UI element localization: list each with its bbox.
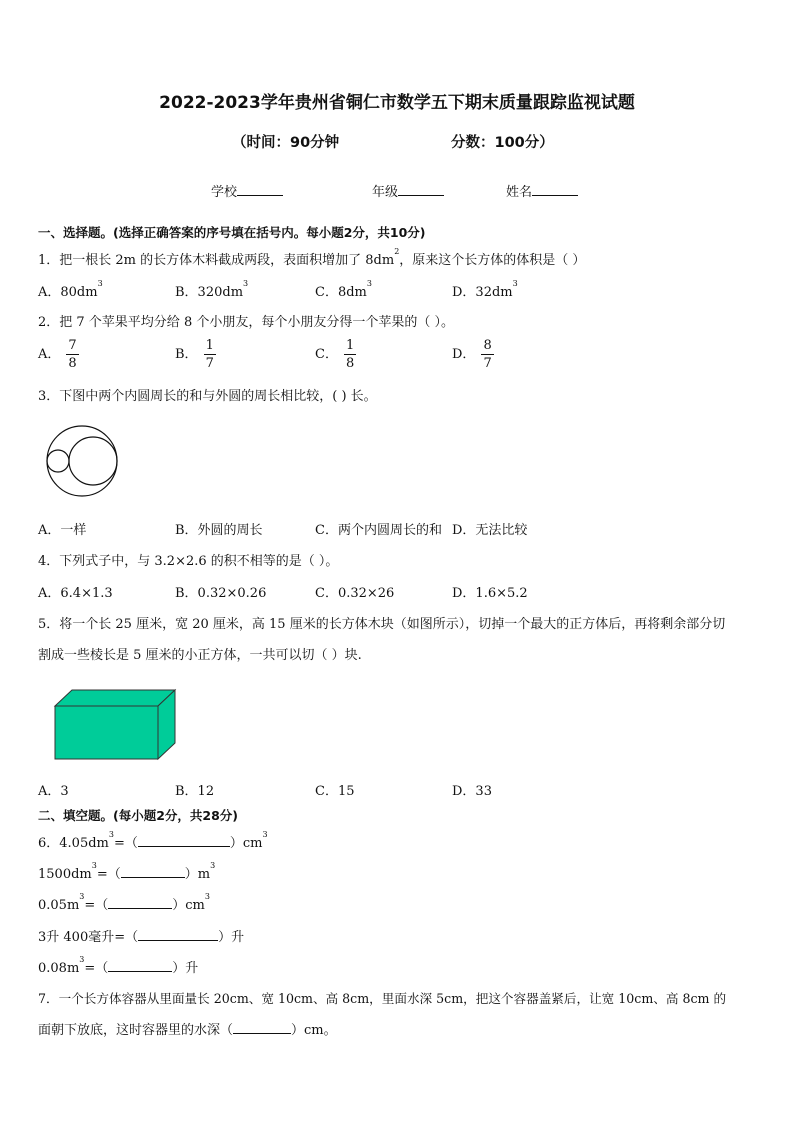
exam-title: 2022-2023学年贵州省铜仁市数学五下期末质量跟踪监视试题 [159,93,635,113]
outer-circle [47,426,117,496]
q4-option-c[interactable]: C．0.32×26 [315,586,395,601]
answer-blank[interactable] [108,897,172,909]
answer-blank[interactable] [121,866,185,878]
q6-line-2: $1500dm^3=$（ ）$m^3$ [38,861,216,882]
question-2: 2．把 7 个苹果平均分给 8 个小朋友，每个小朋友分得一个苹果的（ ）。 [38,315,454,330]
q5-option-b[interactable]: B．12 [175,784,215,799]
q5-option-a[interactable]: A．3 [38,784,69,799]
q5-option-c[interactable]: C．15 [315,784,355,799]
question-3: 3．下图中两个内圆周长的和与外圆的周长相比较，( ) 长。 [38,389,377,404]
cuboid-top-face [55,690,175,706]
name-label: 姓名 [506,185,533,200]
q6-line-1: 6．$4.05dm^3=$（ ）$cm^3$ [38,830,268,851]
name-field[interactable] [506,181,578,200]
q2-option-a[interactable]: A． $\frac{7}{8}$ [38,338,77,371]
question-4: 4．下列式子中，与 3.2×2.6 的积不相等的是（ ）。 [38,554,339,569]
small-inner-circle [47,450,69,472]
q3-option-b[interactable]: B．外圆的周长 [175,523,263,538]
fraction: $\frac{8}{7}$ [483,338,492,371]
grade-label: 年级 [372,185,399,200]
q3-option-a[interactable]: A．一样 [38,523,87,538]
q1-option-a[interactable]: A．$80dm^3$ [38,279,103,300]
score-label: 分数：100分） [451,135,554,151]
q6-line-4: 3升 400毫升=（ ）升 [38,930,245,945]
q6-line-3: $0.05m^3=$（ ）$cm^3$ [38,892,210,913]
answer-blank[interactable] [233,1022,291,1034]
q4-option-b[interactable]: B．0.32×0.26 [175,586,267,601]
q1-option-c[interactable]: C．$8dm^3$ [315,279,372,300]
school-blank[interactable] [237,183,283,196]
q6-line-5: $0.08m^3=$（ ）升 [38,955,199,976]
grade-blank[interactable] [398,183,444,196]
fraction: $\frac{1}{7}$ [205,338,214,371]
large-inner-circle [69,437,117,485]
question-5-line-2: 割成一些棱长是 5 厘米的小正方体，一共可以切（ ）块. [38,648,362,663]
q3-option-c[interactable]: C．两个内圆周长的和 [315,523,442,538]
cuboid-figure [52,688,178,762]
q3-option-d[interactable]: D．无法比较 [452,523,528,538]
fraction: $\frac{1}{8}$ [345,338,355,371]
circles-figure [40,424,126,500]
school-label: 学校 [211,185,238,200]
grade-field[interactable] [372,181,444,200]
section-1-heading: 一、选择题。(选择正确答案的序号填在括号内。每小题2分，共10分) [38,225,426,240]
answer-blank[interactable] [138,835,230,847]
fraction: $\frac{7}{8}$ [68,338,77,371]
q1-option-b[interactable]: B．$320dm^3$ [175,279,249,300]
school-field[interactable] [211,181,283,200]
question-5-line-1: 5．将一个长 25 厘米，宽 20 厘米，高 15 厘米的长方体木块（如图所示），切掉一个最大的正方体后，再将剩余部分切 [38,617,726,632]
answer-blank[interactable] [138,929,218,941]
question-7-line-1: 7．一个长方体容器从里面量长 20cm、宽 10cm、高 8cm，里面水深 5cm，把这个容器盖紧后，让宽 10cm、高 8cm 的 [38,991,727,1006]
q2-option-c[interactable]: C． $\frac{1}{8}$ [315,338,355,371]
cuboid-front-face [55,706,158,759]
question-1: 1．把一根长 2m 的长方体木料截成两段，表面积增加了 $8dm^2$，原来这个长方体的体积是（ ） [38,247,586,268]
q2-option-b[interactable]: B． $\frac{1}{7}$ [175,338,214,371]
q2-option-d[interactable]: D． $\frac{8}{7}$ [452,338,492,371]
question-7-line-2: 面朝下放底，这时容器里的水深（ ）cm。 [38,1023,337,1038]
name-blank[interactable] [532,183,578,196]
time-label: （时间：90分钟 [232,135,340,151]
section-2-heading: 二、填空题。(每小题2分，共28分) [38,808,239,823]
q1-option-d[interactable]: D．$32dm^3$ [452,279,518,300]
q4-option-a[interactable]: A．6.4×1.3 [38,586,113,601]
q5-option-d[interactable]: D．33 [452,784,492,799]
answer-blank[interactable] [108,960,172,972]
q4-option-d[interactable]: D．1.6×5.2 [452,586,528,601]
